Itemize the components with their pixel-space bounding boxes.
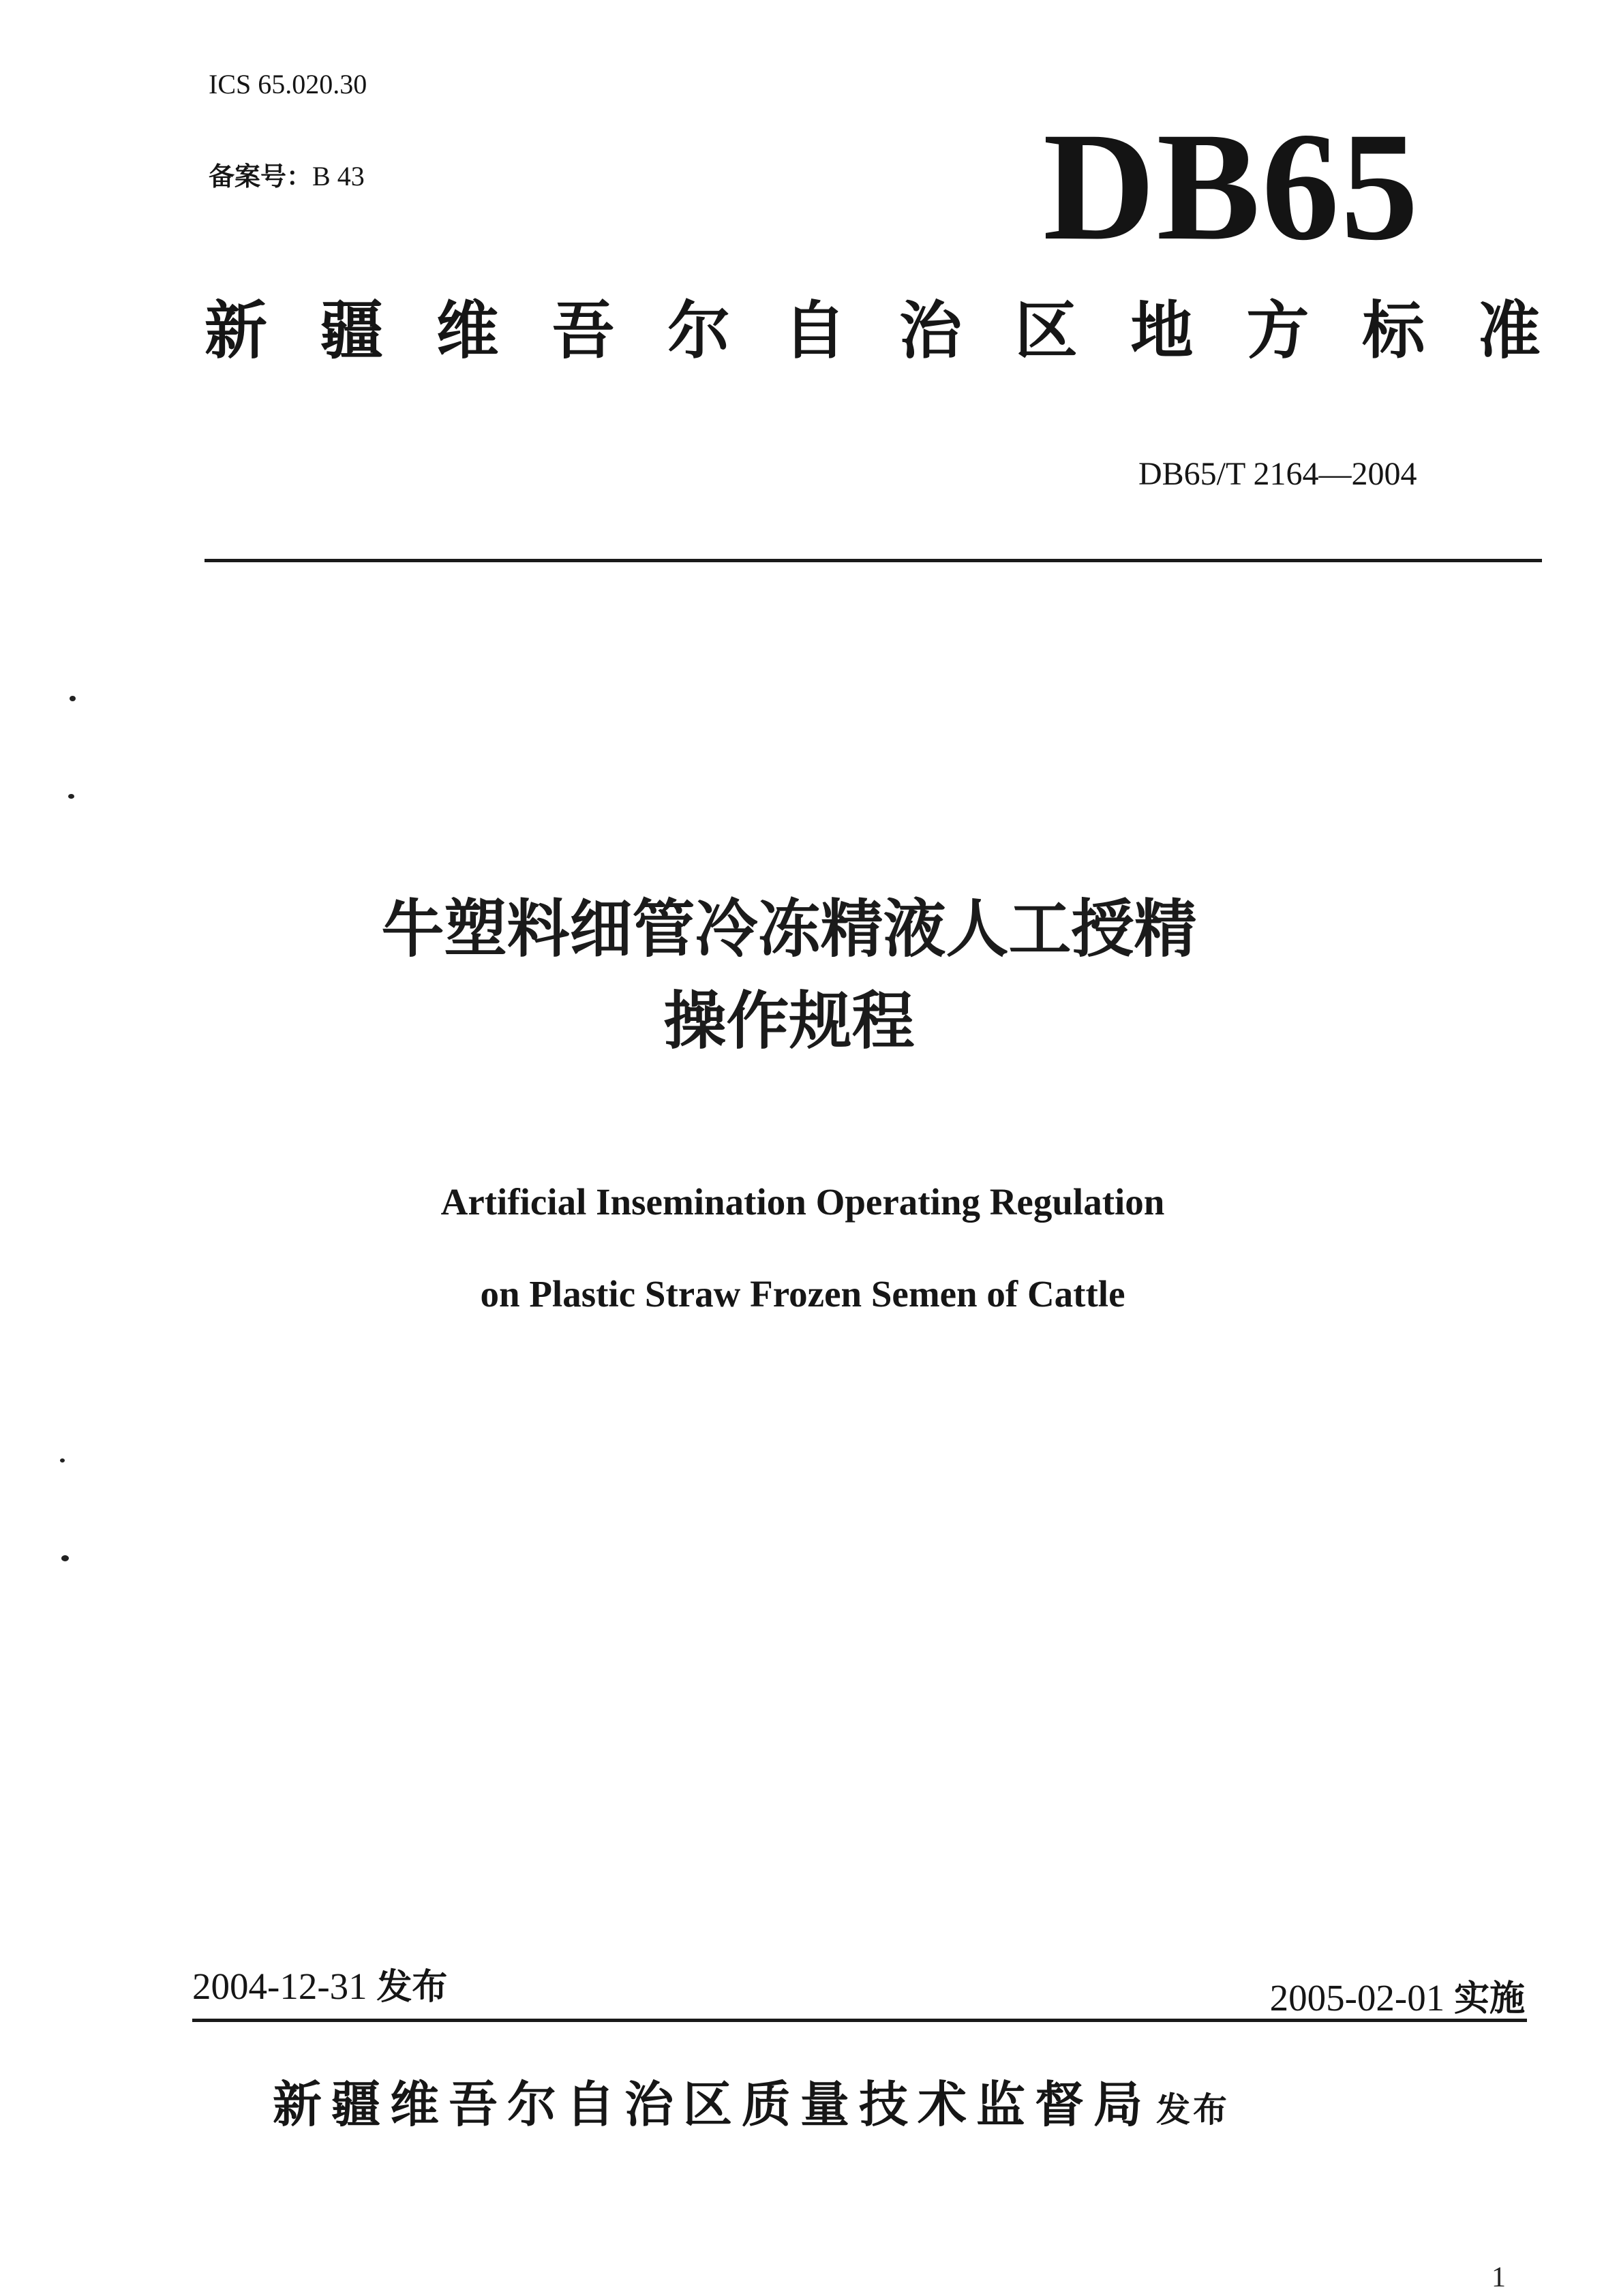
authority-char: 尔	[667, 294, 731, 367]
ics-code: ICS 65.020.30	[209, 69, 367, 100]
authority-char: 方	[1246, 294, 1310, 367]
title-english-line-2: on Plastic Straw Frozen Semen of Cattle	[480, 1273, 1125, 1315]
scan-speck	[68, 794, 74, 799]
authority-title	[205, 294, 1541, 367]
authority-char: 吾	[551, 294, 615, 367]
title-chinese-line-1: 牛塑料细管冷冻精液人工授精	[381, 893, 1197, 966]
implementation-date	[1270, 1970, 1525, 2021]
standard-number: DB65/T 2164—2004	[1138, 456, 1417, 492]
record-label: 备案号：	[209, 162, 313, 192]
publisher-suffix: 发布	[1156, 2090, 1230, 2130]
authority-char: 治	[898, 294, 962, 367]
authority-char: 地	[1130, 294, 1194, 367]
scan-speck	[70, 696, 76, 701]
publisher	[273, 2065, 1230, 2136]
bottom-divider	[192, 2019, 1527, 2022]
implementation-date-value: 2005-02-01	[1269, 1977, 1445, 2019]
authority-char: 区	[1014, 294, 1078, 367]
issue-label: 发布	[376, 1967, 448, 2008]
authority-char: 准	[1477, 294, 1541, 367]
title-chinese-line-2: 操作规程	[663, 985, 915, 1058]
authority-char: 维	[436, 294, 499, 367]
page-number: 1	[1492, 2262, 1506, 2293]
authority-char: 疆	[320, 294, 383, 367]
issue-date	[192, 1958, 447, 2009]
scan-speck	[61, 1555, 69, 1561]
publisher-name: 新疆维吾尔自治区质量技术监督局	[273, 2076, 1153, 2133]
authority-char: 标	[1362, 294, 1425, 367]
issue-date-value: 2004-12-31	[192, 1965, 367, 2007]
title-english-line-1: Artificial Insemination Operating Regulation	[440, 1181, 1165, 1223]
scan-speck	[60, 1458, 65, 1463]
implementation-label: 实施	[1453, 1978, 1525, 2019]
record-value: B 43	[312, 161, 365, 192]
standard-logo: DB65	[1043, 101, 1420, 273]
authority-char: 自	[783, 294, 847, 367]
top-divider	[205, 559, 1542, 562]
authority-char: 新	[205, 294, 268, 367]
record-number	[209, 155, 365, 193]
